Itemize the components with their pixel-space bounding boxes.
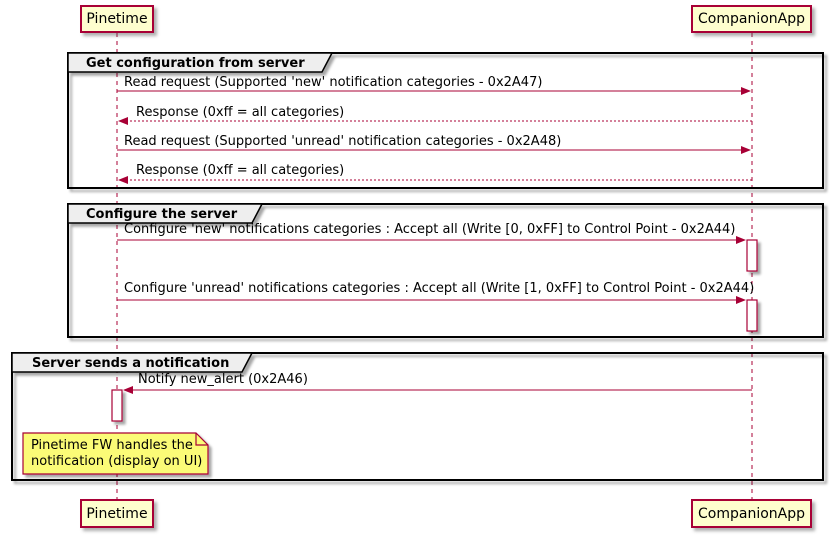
participant-companionapp-bottom — [691, 499, 812, 528]
message-7-label: Notify new_alert (0x2A46) — [138, 372, 308, 387]
companionapp-activation-2 — [747, 300, 757, 331]
participant-pinetime-top-label: Pinetime — [86, 11, 148, 27]
participant-pinetime-top — [80, 5, 154, 33]
message-3-label: Read request (Supported 'unread' notification categories - 0x2A48) — [124, 134, 562, 149]
participant-companionapp-bottom-label: CompanionApp — [698, 505, 805, 522]
message-6-label: Configure 'unread' notifications categories : Accept all (Write [1, 0xFF] to Control Point - 0x2A44) — [124, 281, 755, 296]
frame-title-get-configuration: Get configuration from server — [86, 56, 305, 71]
participant-companionapp-top-label: CompanionApp — [698, 11, 805, 27]
note-text — [31, 438, 202, 470]
note-text-line1: Pinetime FW handles the — [31, 438, 193, 453]
companionapp-activation-1 — [747, 240, 757, 271]
pinetime-activation — [112, 390, 122, 421]
note-text-line2: notification (display on UI) — [31, 454, 203, 469]
message-5-label: Configure 'new' notifications categories : Accept all (Write [0, 0xFF] to Control Point - 0x2A44) — [124, 222, 736, 237]
message-2-label: Response (0xff = all categories) — [136, 105, 345, 120]
participant-pinetime-bottom-label: Pinetime — [86, 505, 148, 522]
frame-title-configure-server: Configure the server — [86, 207, 238, 222]
participant-pinetime-bottom — [80, 499, 154, 528]
participant-companionapp-top — [691, 5, 812, 33]
message-4-label: Response (0xff = all categories) — [136, 163, 345, 178]
frame-title-server-notification: Server sends a notification — [32, 356, 230, 371]
message-1-label: Read request (Supported 'new' notification categories - 0x2A47) — [124, 75, 543, 90]
